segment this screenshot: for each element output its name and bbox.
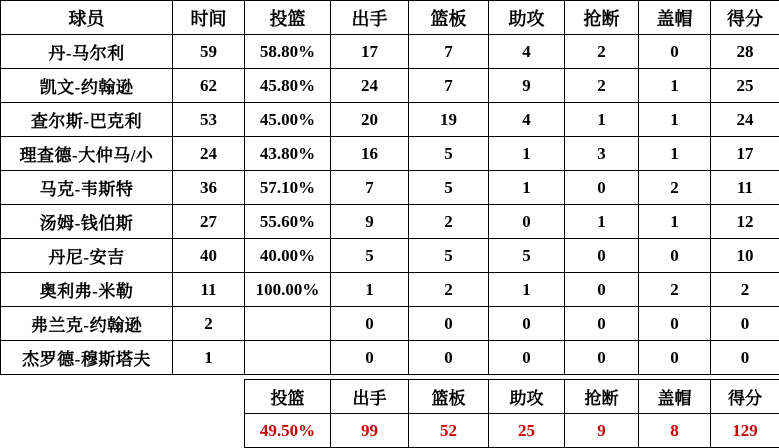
player-points: 24 (711, 103, 779, 137)
table-row (1, 239, 779, 273)
player-fga: 0 (331, 307, 409, 341)
player-steals: 0 (565, 171, 639, 205)
totals-blank-cell (1, 414, 173, 448)
player-fg-pct: 45.00% (245, 103, 331, 137)
player-name: 理查德-大仲马/小 (1, 137, 173, 171)
table-row (1, 307, 779, 341)
player-name: 弗兰克-约翰逊 (1, 307, 173, 341)
player-points: 25 (711, 69, 779, 103)
table-header (1, 1, 779, 35)
player-blocks: 0 (639, 341, 711, 375)
player-blocks: 0 (639, 35, 711, 69)
totals-header-fg-pct: 投篮 (245, 380, 331, 414)
totals-blank-cell (1, 380, 173, 414)
player-fga: 1 (331, 273, 409, 307)
player-rebounds: 5 (409, 239, 489, 273)
player-steals: 0 (565, 341, 639, 375)
column-header-assists: 助攻 (489, 1, 565, 35)
totals-header-fga: 出手 (331, 380, 409, 414)
column-header-player: 球员 (1, 1, 173, 35)
player-points: 10 (711, 239, 779, 273)
column-header-blocks: 盖帽 (639, 1, 711, 35)
totals-blank-cell (173, 414, 245, 448)
player-rebounds: 5 (409, 137, 489, 171)
player-name: 查尔斯-巴克利 (1, 103, 173, 137)
totals-steals: 9 (565, 414, 639, 448)
totals-blocks: 8 (639, 414, 711, 448)
totals-header-blocks: 盖帽 (639, 380, 711, 414)
column-header-points: 得分 (711, 1, 779, 35)
table-row (1, 273, 779, 307)
player-rebounds: 5 (409, 171, 489, 205)
player-steals: 0 (565, 239, 639, 273)
player-fg-pct: 45.80% (245, 69, 331, 103)
totals-header-row (1, 380, 779, 414)
player-points: 2 (711, 273, 779, 307)
player-fga: 16 (331, 137, 409, 171)
player-fga: 9 (331, 205, 409, 239)
player-assists: 0 (489, 205, 565, 239)
player-minutes: 27 (173, 205, 245, 239)
player-fg-pct: 43.80% (245, 137, 331, 171)
player-blocks: 1 (639, 205, 711, 239)
player-rebounds: 2 (409, 273, 489, 307)
player-fg-pct: 100.00% (245, 273, 331, 307)
totals-points: 129 (711, 414, 779, 448)
player-minutes: 36 (173, 171, 245, 205)
player-minutes: 24 (173, 137, 245, 171)
player-blocks: 1 (639, 69, 711, 103)
player-fga: 0 (331, 341, 409, 375)
player-steals: 2 (565, 35, 639, 69)
table-row (1, 171, 779, 205)
player-minutes: 2 (173, 307, 245, 341)
totals-fg-pct: 49.50% (245, 414, 331, 448)
totals-header-points: 得分 (711, 380, 779, 414)
player-rebounds: 7 (409, 69, 489, 103)
player-fg-pct: 57.10% (245, 171, 331, 205)
totals-blank-cell (173, 380, 245, 414)
column-header-fga: 出手 (331, 1, 409, 35)
totals-rebounds: 52 (409, 414, 489, 448)
player-name: 马克-韦斯特 (1, 171, 173, 205)
player-points: 11 (711, 171, 779, 205)
player-name: 奥利弗-米勒 (1, 273, 173, 307)
player-minutes: 40 (173, 239, 245, 273)
player-fg-pct (245, 307, 331, 341)
player-points: 0 (711, 307, 779, 341)
table-row (1, 205, 779, 239)
player-points: 0 (711, 341, 779, 375)
player-minutes: 1 (173, 341, 245, 375)
player-assists: 5 (489, 239, 565, 273)
player-assists: 1 (489, 137, 565, 171)
player-name: 汤姆-钱伯斯 (1, 205, 173, 239)
table-body (1, 35, 779, 448)
totals-fga: 99 (331, 414, 409, 448)
player-steals: 1 (565, 205, 639, 239)
player-name: 凯文-约翰逊 (1, 69, 173, 103)
player-blocks: 1 (639, 103, 711, 137)
player-steals: 0 (565, 307, 639, 341)
column-header-steals: 抢断 (565, 1, 639, 35)
player-rebounds: 7 (409, 35, 489, 69)
player-points: 28 (711, 35, 779, 69)
table-row (1, 103, 779, 137)
table-row (1, 137, 779, 171)
player-fga: 7 (331, 171, 409, 205)
player-points: 12 (711, 205, 779, 239)
header-row (1, 1, 779, 35)
player-name: 丹-马尔利 (1, 35, 173, 69)
table-row (1, 341, 779, 375)
player-fga: 24 (331, 69, 409, 103)
player-steals: 3 (565, 137, 639, 171)
totals-header-rebounds: 篮板 (409, 380, 489, 414)
column-header-fg-pct: 投篮 (245, 1, 331, 35)
player-blocks: 2 (639, 171, 711, 205)
player-assists: 1 (489, 273, 565, 307)
player-minutes: 62 (173, 69, 245, 103)
player-assists: 4 (489, 103, 565, 137)
player-blocks: 0 (639, 239, 711, 273)
player-points: 17 (711, 137, 779, 171)
player-fg-pct: 55.60% (245, 205, 331, 239)
player-fga: 20 (331, 103, 409, 137)
player-minutes: 11 (173, 273, 245, 307)
table-row (1, 35, 779, 69)
player-fga: 5 (331, 239, 409, 273)
player-fg-pct (245, 341, 331, 375)
player-minutes: 53 (173, 103, 245, 137)
player-assists: 0 (489, 341, 565, 375)
totals-header-steals: 抢断 (565, 380, 639, 414)
column-header-minutes: 时间 (173, 1, 245, 35)
player-assists: 1 (489, 171, 565, 205)
table-row (1, 69, 779, 103)
player-fg-pct: 58.80% (245, 35, 331, 69)
player-assists: 9 (489, 69, 565, 103)
totals-assists: 25 (489, 414, 565, 448)
player-rebounds: 19 (409, 103, 489, 137)
player-name: 丹尼-安吉 (1, 239, 173, 273)
player-name: 杰罗德-穆斯塔夫 (1, 341, 173, 375)
player-steals: 1 (565, 103, 639, 137)
player-steals: 0 (565, 273, 639, 307)
column-header-rebounds: 篮板 (409, 1, 489, 35)
player-blocks: 0 (639, 307, 711, 341)
player-assists: 0 (489, 307, 565, 341)
player-fga: 17 (331, 35, 409, 69)
player-fg-pct: 40.00% (245, 239, 331, 273)
player-blocks: 2 (639, 273, 711, 307)
player-assists: 4 (489, 35, 565, 69)
player-rebounds: 0 (409, 307, 489, 341)
player-steals: 2 (565, 69, 639, 103)
totals-header-assists: 助攻 (489, 380, 565, 414)
totals-values-row (1, 414, 779, 448)
player-rebounds: 2 (409, 205, 489, 239)
player-blocks: 1 (639, 137, 711, 171)
player-rebounds: 0 (409, 341, 489, 375)
player-minutes: 59 (173, 35, 245, 69)
